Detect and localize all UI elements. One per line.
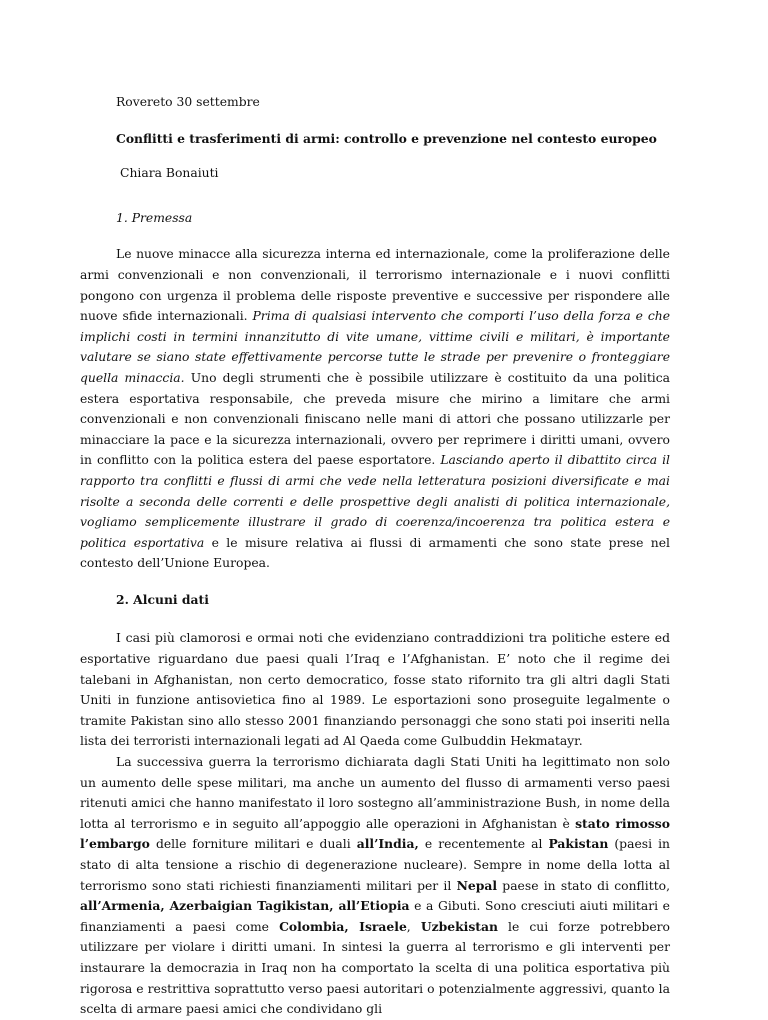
text-run: La successiva guerra la terrorismo dichiarata dagli Stati Uniti ha legittimato non solo un aumento delle spese militari, ma anche un aumento del flusso di armamenti verso paesi ritenuti amici che hanno manifestato il loro sostegno all’amministrazione Bush, in nome della lotta al terrorismo e in seguito all’appoggio alle operazioni in Afghanistan è [80, 755, 670, 831]
text-run: le cui forze potrebbero utilizzare per violare i diritti umani. In sintesi la guerra al terrorismo e gli interventi per instaurare la democrazia in Iraq non ha comportato la scelta di una politica esportativa più rigorosa e restrittiva soprattutto verso paesi autoritari o potenzialmente aggressivi, quanto la scelta di armare paesi amici che condividano gli [80, 919, 670, 1017]
text-run-bold: all’India, [356, 836, 419, 852]
text-run: e recentemente al [418, 837, 549, 852]
paragraph-alcuni-dati-1: I casi più clamorosi e ormai noti che evidenziano contraddizioni tra politiche estere ed esportative riguardano due paesi quali l’Iraq e l’Afghanistan. E’ noto che il regime dei talebani in Afghanistan, non certo democratico, fosse stato rifornito tra gli altri dagli Stati Uniti in funzione antisovietica fino al 1989. Le esportazioni sono proseguite legalmente o tramite Pakistan sino allo stesso 2001 finanziando personaggi che sono stati poi inseriti nella lista dei terroristi internazionali legati ad Al Qaeda come Gulbuddin Hekmatayr. [80, 631, 670, 749]
paragraph-premessa [80, 244, 670, 574]
text-run-bold: Pakistan [548, 836, 609, 852]
text-run-bold: Nepal [456, 877, 498, 893]
paragraph-alcuni-dati-2 [80, 752, 670, 1020]
document-author: Chiara Bonaiuti [120, 166, 219, 181]
section-heading-alcuni-dati: 2. Alcuni dati [116, 591, 209, 607]
text-run: , [406, 919, 421, 934]
document-date: Rovereto 30 settembre [116, 95, 260, 109]
text-run-bold: Colombia, Israele [279, 918, 407, 934]
document-title: Conflitti e trasferimenti di armi: controllo e prevenzione nel contesto europeo [116, 130, 657, 146]
text-run: Le nuove minacce alla sicurezza interna ed internazionale, come la proliferazione delle armi convenzionali e non convenzionali, il terrorismo internazionale e i nuovi conflitti pongono con urgenza il problema delle risposte preventive e successive per rispondere alle nuove sfide internazionali. [80, 247, 670, 324]
text-run: e le misure relativa ai flussi di armamenti che sono state prese nel contesto dell’Unione Europea. [80, 535, 670, 571]
text-run: paese in stato di conflitto, [497, 878, 671, 893]
text-run-italic: Lasciando aperto il dibattito circa il rapporto tra conflitti e flussi di armi che vede nella letteratura posizioni diversificate e mai risolte a seconda delle correnti e delle prospettive degli analisti di politica internazionale, vogliamo semplicemente illustrare il grado di coerenza/incoerenza tra politica estera e politica esportativa [80, 453, 670, 550]
text-run-bold: all’Armenia, Azerbaigian Tagikistan, all’Etiopia [80, 898, 410, 914]
text-run: delle forniture militari e duali [149, 837, 357, 852]
text-run: Uno degli strumenti che è possibile utilizzare è costituito da una politica estera esportativa responsabile, che preveda misure che mirino a limitare che armi convenzionali e non convenzionali finiscano nelle mani di attori che possano utilizzarle per minacciare la pace e la sicurezza internazionali, ovvero per reprimere i diritti umani, ovvero in conflitto con la politica estera del paese esportatore. [80, 370, 670, 468]
text-run-bold: Uzbekistan [420, 918, 498, 934]
document-page [80, 92, 671, 1020]
section-heading-premessa: 1. Premessa [116, 210, 193, 225]
text-run: e a Gibuti. Sono cresciuti aiuti militari e finanziamenti a paesi come [80, 899, 670, 934]
text-run-bold: stato rimosso l’embargo [80, 815, 670, 852]
text-run: (paesi in stato di alta tensione a rischio di degenerazione nucleare). Sempre in nome della lotta al terrorismo sono stati richiesti finanziamenti militari per il [80, 837, 670, 893]
text-run-italic: Prima di qualsiasi intervento che comporti l’uso della forza e che implichi costi in termini innanzitutto di vite umane, vittime civili e militari, è importante valutare se siano state effettivamente percorse tutte le strade per prevenire o fronteggiare quella minaccia. [80, 309, 670, 385]
